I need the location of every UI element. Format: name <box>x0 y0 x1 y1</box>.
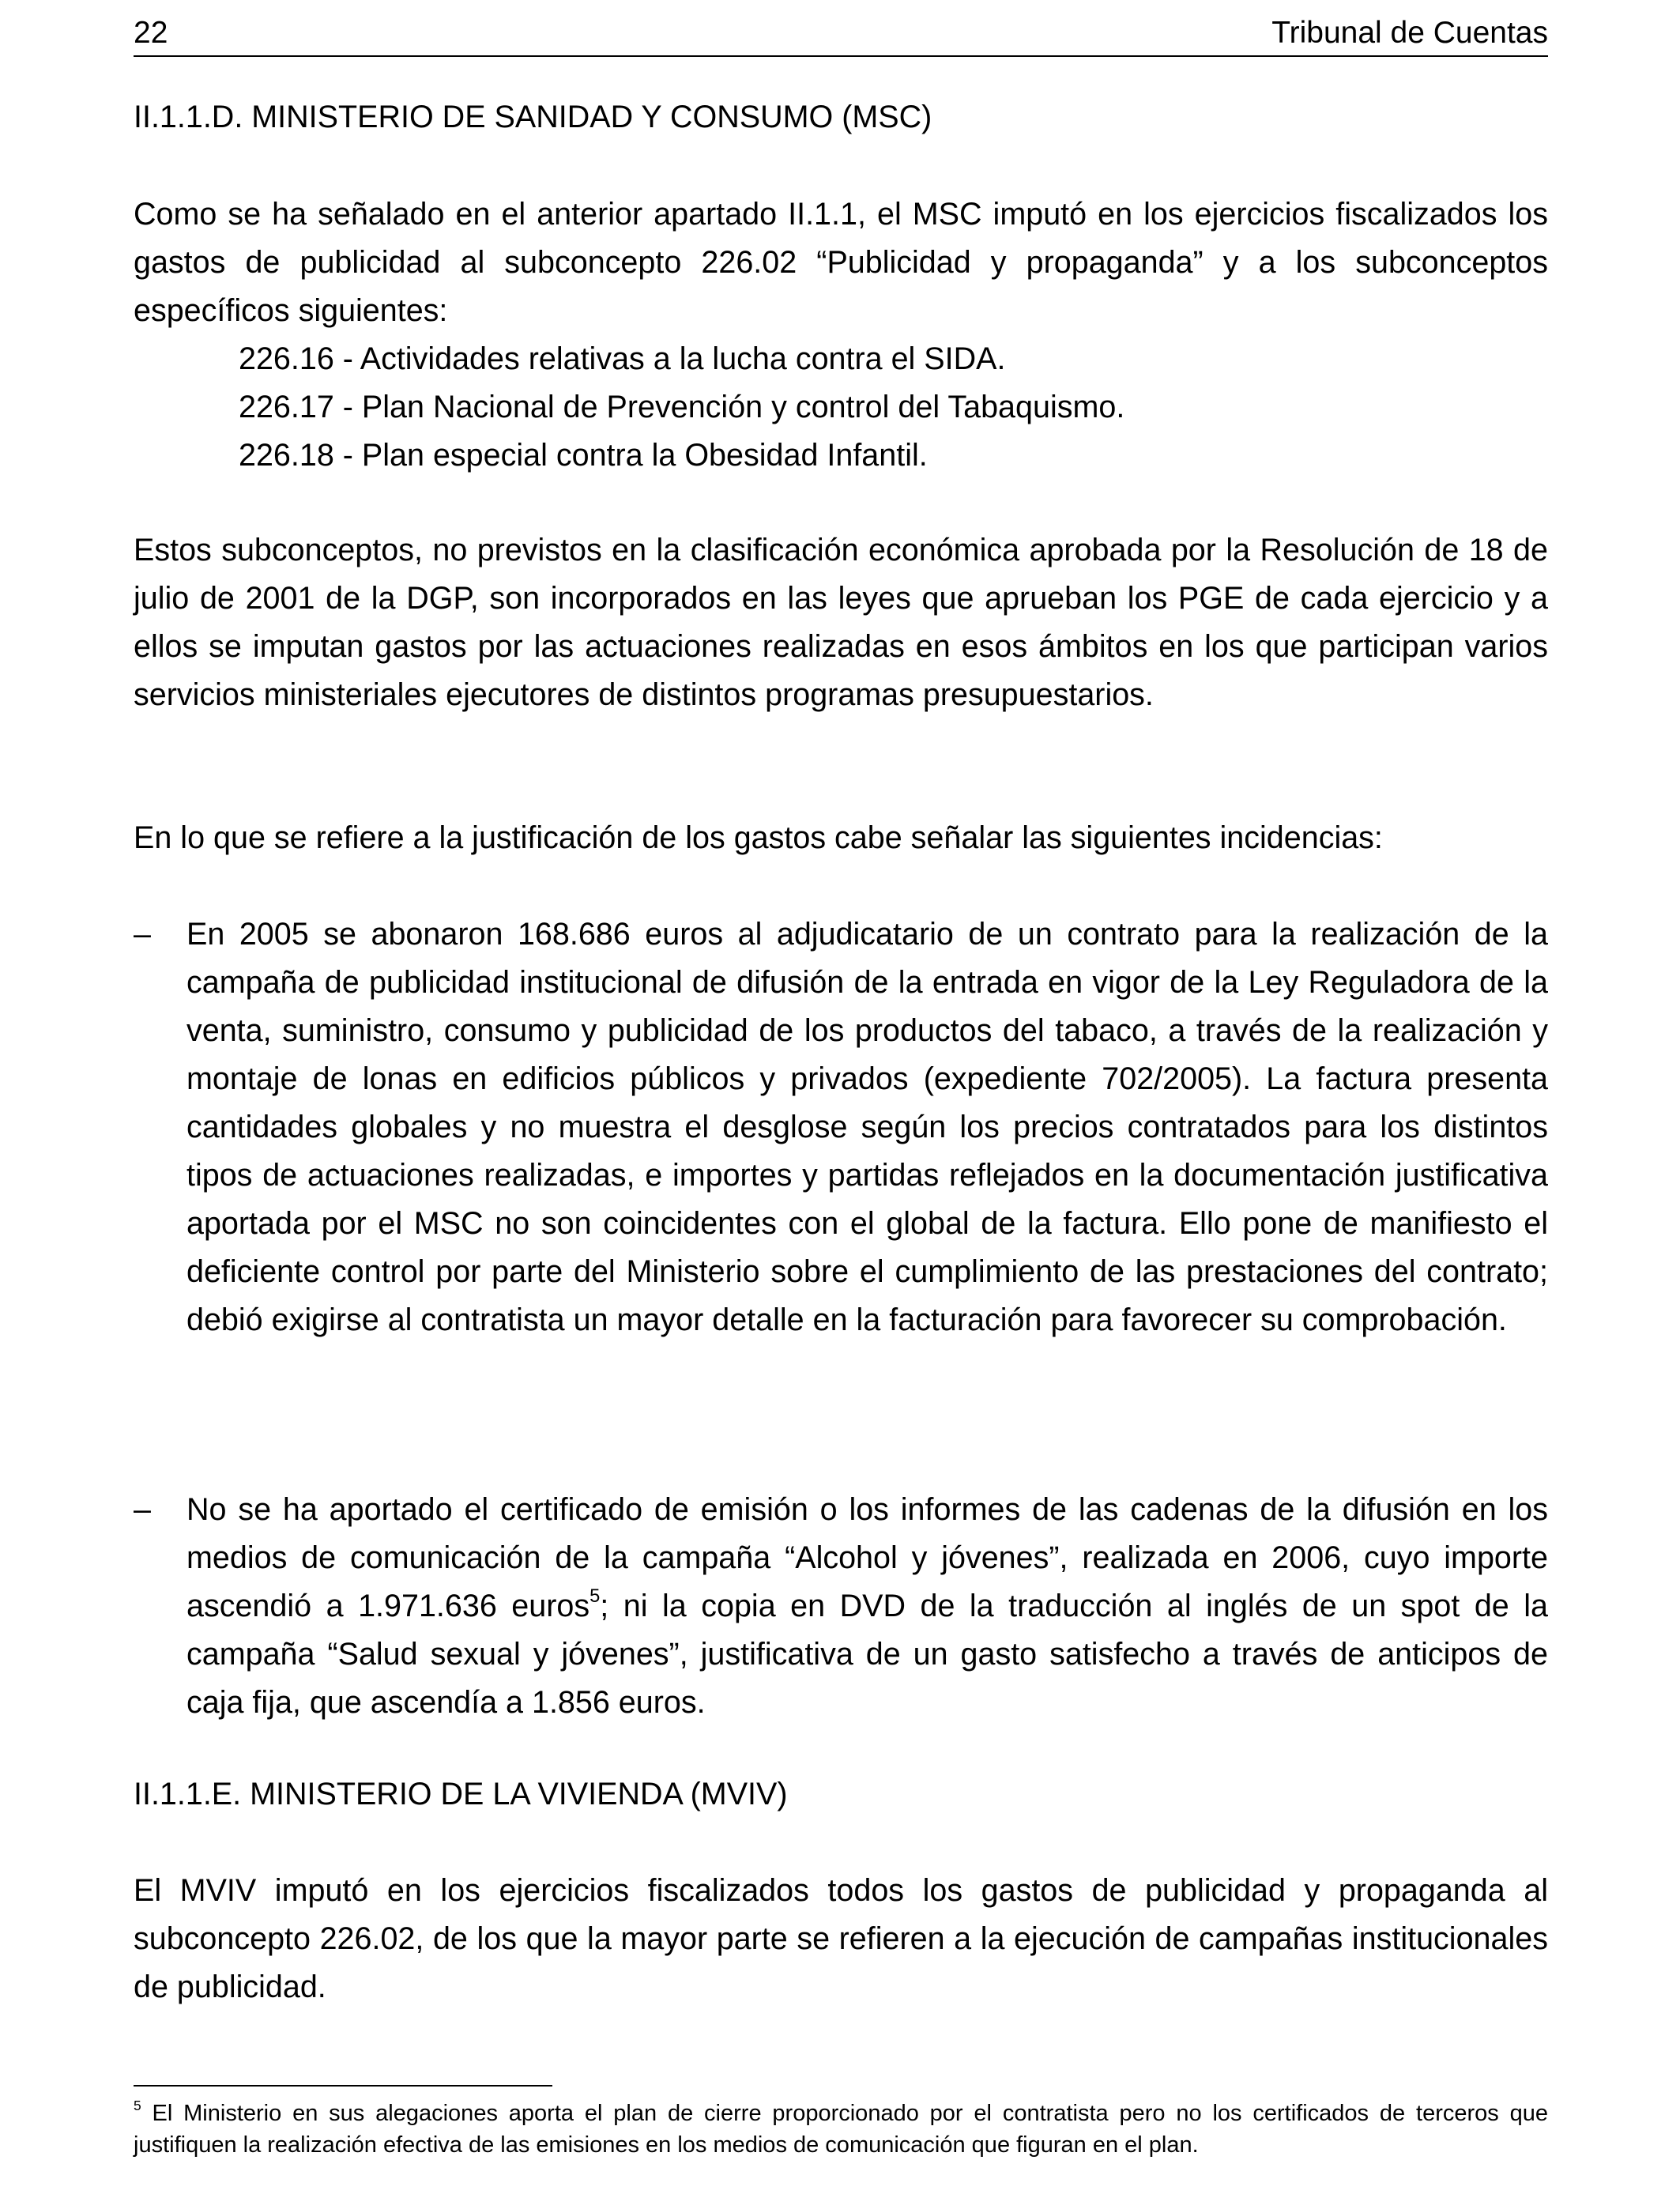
subconcepts-paragraph: Estos subconceptos, no previstos en la clasificación económica aprobada por la Resolución de 18 de julio de 2001 de la DGP, son incorporados en las leyes que aprueban los PGE de cada ejercicio y a ellos se imputan gastos por las actuaciones realizadas en esos ámbitos en los que participan varios servicios ministeriales ejecutores de distintos programas presupuestarios. <box>134 533 1548 712</box>
footnote-reference: 5 <box>590 1586 601 1608</box>
bullet-text-part: ; ni la copia en DVD de la traducción al inglés de un spot de la campaña “Salud sexual y jóvenes”, justificativa de un gasto satisfecho a través de anticipos de caja fija, que ascendía a 1.856 euros. <box>186 1589 1548 1720</box>
section-heading-msc: II.1.1.D. MINISTERIO DE SANIDAD Y CONSUMO (MSC) <box>134 100 932 134</box>
subconcept-item: 226.16 - Actividades relativas a la lucha contra el SIDA. <box>239 341 1006 376</box>
subconcept-item: 226.18 - Plan especial contra la Obesidad Infantil. <box>239 438 928 473</box>
bullet-text <box>186 1486 1548 1727</box>
bullet-dash: – <box>134 1492 151 1527</box>
section-heading-mviv: II.1.1.E. MINISTERIO DE LA VIVIENDA (MVIV) <box>134 1777 788 1811</box>
footnote-separator <box>134 2085 552 2087</box>
subconcept-item: 226.17 - Plan Nacional de Prevención y control del Tabaquismo. <box>239 390 1125 424</box>
page-number: 22 <box>134 16 168 50</box>
mviv-paragraph: El MVIV imputó en los ejercicios fiscalizados todos los gastos de publicidad y propaganda al subconcepto 226.02, de los que la mayor parte se refieren a la ejecución de campañas institucionales de publicidad. <box>134 1873 1548 2004</box>
justification-paragraph: En lo que se refiere a la justificación de los gastos cabe señalar las siguientes incidencias: <box>134 820 1383 855</box>
intro-paragraph: Como se ha señalado en el anterior apartado II.1.1, el MSC imputó en los ejercicios fiscalizados los gastos de publicidad al subconcepto 226.02 “Publicidad y propaganda” y a los subconceptos específicos siguientes: <box>134 197 1548 328</box>
footnote-text: El Ministerio en sus alegaciones aporta el plan de cierre proporcionado por el contratista pero no los certificados de terceros que justifiquen la realización efectiva de las emisiones en los medios de comunicación que figuran en el plan. <box>134 2101 1548 2158</box>
bullet-text: En 2005 se abonaron 168.686 euros al adjudicatario de un contrato para la realización de la campaña de publicidad institucional de difusión de la entrada en vigor de la Ley Reguladora de la venta, suministro, consumo y publicidad de los productos del tabaco, a través de la realización y montaje de lonas en edificios públicos y privados (expediente 702/2005). La factura presenta cantidades globales y no muestra el desglose según los precios contratados para los distintos tipos de actuaciones realizadas, e importes y partidas reflejados en la documentación justificativa aportada por el MSC no son coincidentes con el global de la factura. Ello pone de manifiesto el deficiente control por parte del Ministerio sobre el cumplimiento de las prestaciones del contrato; debió exigirse al contratista un mayor detalle en la facturación para favorecer su comprobación. <box>186 917 1548 1337</box>
bullet-text-part: No se ha aportado el certificado de emisión o los informes de las cadenas de la difusión en los medios de comunicación de la campaña “Alcohol y jóvenes”, realizada en 2006, cuyo importe ascendió a 1.971.636 euros <box>186 1492 1548 1623</box>
footnote <box>134 2098 1548 2161</box>
bullet-dash: – <box>134 917 151 952</box>
page-header <box>134 11 1548 57</box>
footnote-number: 5 <box>134 2097 141 2113</box>
header-title: Tribunal de Cuentas <box>1271 16 1548 50</box>
